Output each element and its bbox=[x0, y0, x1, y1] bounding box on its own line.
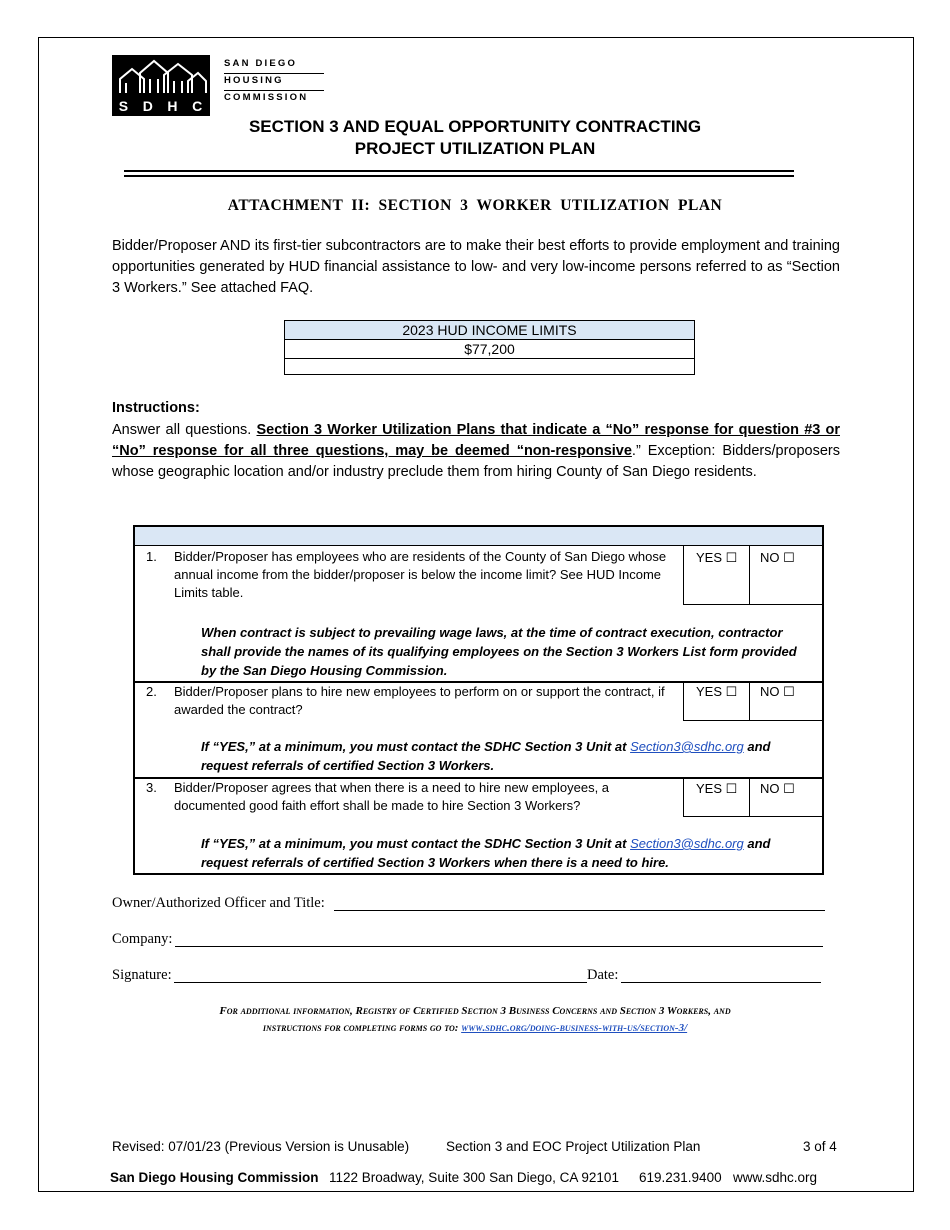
title-rule bbox=[124, 170, 794, 172]
no-checkbox[interactable]: NO ☐ bbox=[760, 684, 795, 699]
footer-phone: 619.231.9400 bbox=[639, 1170, 722, 1185]
additional-info-text: instructions for completing forms go to: bbox=[262, 1022, 462, 1034]
revision-note: Revised: 07/01/23 (Previous Version is Unusable) bbox=[112, 1139, 410, 1154]
yes-checkbox[interactable]: YES ☐ bbox=[696, 550, 738, 565]
instructions-paragraph bbox=[112, 420, 840, 483]
footer-document-name: Section 3 and EOC Project Utilization Plan bbox=[446, 1139, 701, 1154]
yes-checkbox[interactable]: YES ☐ bbox=[696, 684, 738, 699]
question-note: When contract is subject to prevailing wage laws, at the time of contract execution, contractor shall provide the names of its qualifying employees on the Section 3 Workers List form provided by the San Diego Housing Commission. bbox=[201, 625, 797, 678]
sdhc-logo bbox=[112, 55, 210, 116]
instructions-emphasis: Section 3 Worker Utilization Plans that indicate a “No” response for question #3 or “No” response for all three questions, may be deemed “non-responsive bbox=[112, 422, 840, 459]
income-limit-value: $77,200 bbox=[285, 340, 695, 359]
logo-letter: H bbox=[167, 98, 179, 114]
logo-letter: S bbox=[118, 98, 130, 114]
logo-word: HOUSING bbox=[224, 74, 324, 91]
document-title-line1: SECTION 3 AND EQUAL OPPORTUNITY CONTRACTING bbox=[248, 117, 702, 136]
question-text: Bidder/Proposer has employees who are residents of the County of San Diego whose annual income from the bidder/proposer is below the income limit? See HUD Income Limits table. bbox=[174, 549, 667, 600]
logo-letters bbox=[112, 98, 210, 114]
question-number: 3. bbox=[146, 780, 157, 795]
company-field[interactable] bbox=[175, 946, 823, 947]
instructions-tail: .” Exception: Bidders/proposers whose geographic location and/or industry preclude them from hiring County of San Diego residents. bbox=[112, 443, 840, 480]
note-text: and request referrals of certified Section 3 Workers when there is a need to hire. bbox=[201, 836, 771, 870]
question-note bbox=[201, 737, 801, 775]
date-label: Date: bbox=[587, 967, 619, 983]
logo-word: COMMISSION bbox=[224, 92, 309, 103]
footer-website: www.sdhc.org bbox=[733, 1170, 818, 1185]
instructions-heading: Instructions: bbox=[112, 400, 200, 416]
question-note bbox=[201, 834, 801, 872]
no-checkbox[interactable]: NO ☐ bbox=[760, 550, 795, 565]
no-checkbox[interactable]: NO ☐ bbox=[760, 781, 795, 796]
page-number: 3 of 4 bbox=[803, 1139, 837, 1154]
income-limits-header: 2023 HUD INCOME LIMITS bbox=[285, 321, 695, 340]
logo-letter: C bbox=[192, 98, 204, 114]
note-text: If “YES,” at a minimum, you must contact the SDHC Section 3 Unit at bbox=[201, 836, 631, 851]
yes-checkbox[interactable]: YES ☐ bbox=[696, 781, 738, 796]
company-label: Company: bbox=[112, 931, 173, 947]
date-field[interactable] bbox=[621, 982, 821, 983]
question-number: 2. bbox=[146, 684, 157, 699]
note-text: and request referrals of certified Section 3 Workers. bbox=[201, 739, 771, 773]
signature-field[interactable] bbox=[174, 982, 587, 983]
income-limits-table bbox=[284, 320, 695, 375]
question-text: Bidder/Proposer agrees that when there is a need to hire new employees, a documented good faith effort shall be made to hire Section 3 Workers? bbox=[174, 780, 610, 813]
question-text: Bidder/Proposer plans to hire new employees to perform on or support the contract, if awarded the contract? bbox=[174, 684, 665, 717]
intro-paragraph: Bidder/Proposer AND its first-tier subcontractors are to make their best efforts to provide employment and training opportunities generated by HUD financial assistance to low- and very low-income persons referred to as “Section 3 Workers.” See attached FAQ. bbox=[112, 238, 840, 296]
title-rule bbox=[124, 175, 794, 177]
officer-title-field[interactable] bbox=[334, 910, 825, 911]
additional-info-line1: For additional information, Registry of Certified Section 3 Business Concerns and Section 3 Workers, and bbox=[219, 1005, 731, 1017]
document-title-line2: PROJECT UTILIZATION PLAN bbox=[354, 139, 596, 158]
income-limit-empty-row bbox=[285, 359, 695, 375]
footer-address: 1122 Broadway, Suite 300 San Diego, CA 92101 bbox=[329, 1170, 619, 1185]
question-number: 1. bbox=[146, 549, 157, 564]
note-text: If “YES,” at a minimum, you must contact the SDHC Section 3 Unit at bbox=[201, 739, 631, 754]
footer-organization: San Diego Housing Commission bbox=[110, 1170, 319, 1185]
attachment-title: ATTACHMENT II: SECTION 3 WORKER UTILIZATION PLAN bbox=[227, 197, 723, 214]
officer-title-label: Owner/Authorized Officer and Title: bbox=[112, 895, 325, 911]
instructions-lead: Answer all questions. bbox=[112, 422, 257, 438]
section3-email-link[interactable]: Section3@sdhc.org bbox=[630, 836, 744, 851]
section3-website-link[interactable]: www.sdhc.org/doing-business-with-us/section-3/ bbox=[461, 1022, 688, 1034]
questions-table-header bbox=[135, 527, 822, 546]
additional-info-line2 bbox=[0, 1020, 950, 1037]
houses-logo-icon bbox=[112, 55, 210, 99]
logo-wordmark bbox=[224, 57, 324, 107]
logo-letter: D bbox=[142, 98, 154, 114]
signature-label: Signature: bbox=[112, 967, 172, 983]
section3-email-link[interactable]: Section3@sdhc.org bbox=[630, 739, 744, 754]
logo-word: SAN DIEGO bbox=[224, 57, 324, 74]
